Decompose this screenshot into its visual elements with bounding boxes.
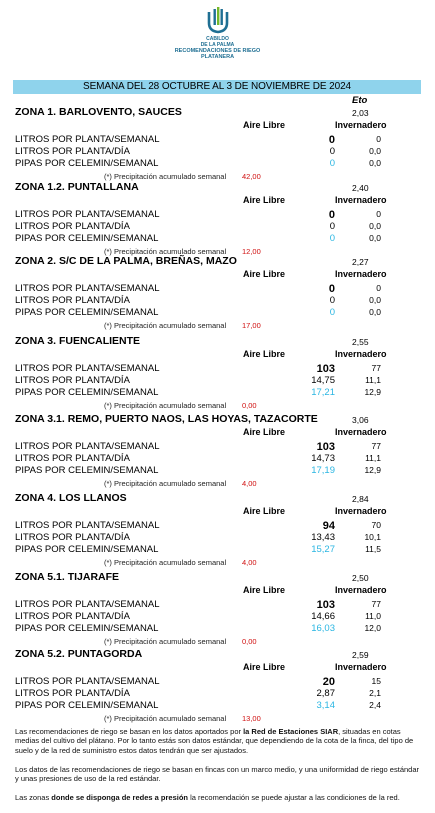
invernadero-value: 11,1 — [365, 453, 381, 463]
invernadero-value: 77 — [371, 441, 381, 451]
zone-block — [0, 106, 435, 181]
row-label: LITROS POR PLANTA/DÍA — [15, 453, 130, 464]
precip-label: (*) Precipitación acumulado semanal — [104, 637, 227, 646]
invernadero-value: 0 — [376, 134, 381, 144]
zone-title: ZONA 1. BARLOVENTO, SAUCES — [15, 106, 182, 118]
aire-libre-value: 0 — [328, 283, 335, 295]
table-row — [0, 221, 435, 233]
aire-libre-value: 94 — [322, 520, 335, 532]
zone-eto: 2,27 — [352, 257, 369, 267]
aire-libre-value: 17,19 — [311, 465, 335, 476]
col-aire-libre: Aire Libre — [243, 349, 286, 359]
zone-title: ZONA 5.1. TIJARAFE — [15, 571, 120, 583]
row-label: LITROS POR PLANTA/SEMANAL — [15, 676, 160, 687]
zone-block — [0, 335, 435, 410]
invernadero-value: 0 — [376, 209, 381, 219]
aire-libre-value: 20 — [322, 676, 335, 688]
aire-libre-value: 14,73 — [311, 453, 335, 464]
invernadero-value: 0,0 — [369, 233, 381, 243]
precip-label: (*) Precipitación acumulado semanal — [104, 247, 227, 256]
precip-value: 42,00 — [242, 172, 261, 181]
invernadero-value: 11,0 — [365, 611, 381, 621]
cabildo-emblem-icon — [203, 6, 233, 36]
precip-row — [104, 172, 261, 181]
aire-libre-value: 0 — [328, 209, 335, 221]
note-siar: Las recomendaciones de riego se basan en los datos aportados por la Red de Estaciones SIAR, situadas en cotas medias del cultivo del plátano. Por lo tanto estás son datos estándar, que dependiendo de la cota de la finca, del tipo de suelo y de la red de suministro estos datos tendrán que ser ajustados. — [15, 727, 414, 755]
col-aire-libre: Aire Libre — [243, 269, 286, 279]
invernadero-value: 11,1 — [365, 375, 381, 385]
precip-value: 4,00 — [242, 479, 257, 488]
row-label: PIPAS POR CELEMIN/SEMANAL — [15, 465, 159, 476]
table-row — [0, 623, 435, 635]
zone-block — [0, 571, 435, 646]
aire-libre-value: 103 — [316, 363, 335, 375]
table-row — [0, 158, 435, 170]
logo-line2: DE LA PALMA — [200, 42, 235, 48]
cabildo-logo — [0, 6, 435, 60]
aire-libre-value: 0 — [328, 134, 335, 146]
col-aire-libre: Aire Libre — [243, 120, 286, 130]
zone-title: ZONA 5.2. PUNTAGORDA — [15, 648, 143, 660]
row-label: PIPAS POR CELEMIN/SEMANAL — [15, 307, 159, 318]
zone-block — [0, 492, 435, 567]
row-label: LITROS POR PLANTA/DÍA — [15, 532, 130, 543]
row-label: LITROS POR PLANTA/DÍA — [15, 611, 130, 622]
table-row — [0, 134, 435, 146]
precip-row — [104, 479, 257, 488]
week-banner: SEMANA DEL 28 OCTUBRE AL 3 DE NOVIEMBRE DE 2024 — [13, 80, 421, 94]
invernadero-value: 12,9 — [364, 465, 381, 475]
col-aire-libre: Aire Libre — [243, 195, 286, 205]
footer-notes — [15, 727, 420, 813]
aire-libre-value: 14,66 — [311, 611, 335, 622]
invernadero-value: 15 — [371, 676, 381, 686]
eto-header: Eto — [352, 95, 368, 106]
table-row — [0, 387, 435, 399]
invernadero-value: 12,0 — [364, 623, 381, 633]
invernadero-value: 70 — [371, 520, 381, 530]
col-invernadero: Invernadero — [335, 349, 387, 359]
invernadero-value: 0,0 — [369, 295, 381, 305]
row-label: LITROS POR PLANTA/SEMANAL — [15, 209, 160, 220]
note-pressure: Las zonas donde se disponga de redes a presión la recomendación se puede ajustar a las condiciones de la red. — [15, 793, 400, 803]
col-aire-libre: Aire Libre — [243, 662, 286, 672]
zone-block — [0, 255, 435, 330]
row-label: LITROS POR PLANTA/DÍA — [15, 295, 130, 306]
aire-libre-value: 0 — [329, 233, 335, 244]
zone-title: ZONA 2. S/C DE LA PALMA, BREÑAS, MAZO — [15, 255, 237, 267]
logo-line4: PLATANERA — [200, 54, 235, 60]
precip-value: 0,00 — [242, 637, 257, 646]
table-row — [0, 363, 435, 375]
col-aire-libre: Aire Libre — [243, 585, 286, 595]
row-label: LITROS POR PLANTA/DÍA — [15, 146, 130, 157]
table-row — [0, 233, 435, 245]
aire-libre-value: 0 — [329, 146, 335, 157]
table-row — [0, 441, 435, 453]
table-row — [0, 544, 435, 556]
table-row — [0, 700, 435, 712]
table-row — [0, 146, 435, 158]
precip-label: (*) Precipitación acumulado semanal — [104, 714, 227, 723]
precip-label: (*) Precipitación acumulado semanal — [104, 479, 227, 488]
aire-libre-value: 0 — [329, 158, 335, 169]
invernadero-value: 0,0 — [369, 307, 381, 317]
aire-libre-value: 0 — [329, 295, 335, 306]
zone-eto: 2,84 — [352, 494, 369, 504]
table-row — [0, 375, 435, 387]
aire-libre-value: 0 — [329, 307, 335, 318]
invernadero-value: 0,0 — [369, 221, 381, 231]
aire-libre-value: 14,75 — [311, 375, 335, 386]
col-invernadero: Invernadero — [335, 195, 387, 205]
table-row — [0, 599, 435, 611]
precip-row — [104, 637, 257, 646]
col-invernadero: Invernadero — [335, 269, 387, 279]
col-invernadero: Invernadero — [335, 585, 387, 595]
precip-row — [104, 321, 261, 330]
row-label: LITROS POR PLANTA/SEMANAL — [15, 520, 160, 531]
aire-libre-value: 103 — [316, 599, 335, 611]
table-row — [0, 307, 435, 319]
table-row — [0, 283, 435, 295]
zone-eto: 2,50 — [352, 573, 369, 583]
note-standard: Los datos de las recomendaciones de riego se basan en fincas con un marco medio, y una uniformidad de riego estándar y unas presiones de uso de la red estándar. — [15, 764, 419, 784]
aire-libre-value: 3,14 — [316, 700, 335, 711]
precip-value: 17,00 — [242, 321, 261, 330]
col-invernadero: Invernadero — [335, 120, 387, 130]
invernadero-value: 0,0 — [369, 146, 381, 156]
invernadero-value: 0,0 — [369, 158, 381, 168]
zone-title: ZONA 4. LOS LLANOS — [15, 492, 127, 504]
table-row — [0, 532, 435, 544]
invernadero-value: 2,1 — [369, 688, 381, 698]
table-row — [0, 611, 435, 623]
aire-libre-value: 2,87 — [316, 688, 335, 699]
aire-libre-value: 0 — [329, 221, 335, 232]
row-label: PIPAS POR CELEMIN/SEMANAL — [15, 387, 159, 398]
zone-title: ZONA 3. FUENCALIENTE — [15, 335, 141, 347]
row-label: LITROS POR PLANTA/SEMANAL — [15, 283, 160, 294]
zone-eto: 2,03 — [352, 108, 369, 118]
row-label: LITROS POR PLANTA/DÍA — [15, 221, 130, 232]
table-row — [0, 676, 435, 688]
invernadero-value: 2,4 — [369, 700, 381, 710]
invernadero-value: 11,5 — [365, 544, 381, 554]
logo-line1: CABILDO — [206, 36, 229, 42]
row-label: PIPAS POR CELEMIN/SEMANAL — [15, 158, 159, 169]
zone-block — [0, 181, 435, 256]
precip-row — [104, 401, 257, 410]
col-invernadero: Invernadero — [335, 427, 387, 437]
invernadero-value: 10,1 — [364, 532, 381, 542]
col-invernadero: Invernadero — [335, 506, 387, 516]
row-label: LITROS POR PLANTA/DÍA — [15, 375, 130, 386]
aire-libre-value: 13,43 — [311, 532, 335, 543]
invernadero-value: 77 — [371, 599, 381, 609]
precip-row — [104, 714, 261, 723]
row-label: LITROS POR PLANTA/SEMANAL — [15, 441, 160, 452]
zone-eto: 3,06 — [352, 415, 369, 425]
aire-libre-value: 16,03 — [311, 623, 335, 634]
col-aire-libre: Aire Libre — [243, 506, 286, 516]
invernadero-value: 12,9 — [364, 387, 381, 397]
logo-line3: RECOMENDACIONES DE RIEGO — [174, 48, 261, 54]
precip-value: 0,00 — [242, 401, 257, 410]
row-label: PIPAS POR CELEMIN/SEMANAL — [15, 544, 159, 555]
precip-label: (*) Precipitación acumulado semanal — [104, 558, 227, 567]
row-label: LITROS POR PLANTA/DÍA — [15, 688, 130, 699]
zone-eto: 2,55 — [352, 337, 369, 347]
precip-value: 12,00 — [242, 247, 261, 256]
zone-title: ZONA 3.1. REMO, PUERTO NAOS, LAS HOYAS, TAZACORTE — [15, 413, 318, 425]
precip-label: (*) Precipitación acumulado semanal — [104, 401, 227, 410]
row-label: LITROS POR PLANTA/SEMANAL — [15, 363, 160, 374]
precip-row — [104, 558, 257, 567]
row-label: PIPAS POR CELEMIN/SEMANAL — [15, 233, 159, 244]
precip-label: (*) Precipitación acumulado semanal — [104, 172, 227, 181]
zone-title: ZONA 1.2. PUNTALLANA — [15, 181, 139, 193]
row-label: PIPAS POR CELEMIN/SEMANAL — [15, 623, 159, 634]
row-label: PIPAS POR CELEMIN/SEMANAL — [15, 700, 159, 711]
zone-eto: 2,40 — [352, 183, 369, 193]
invernadero-value: 77 — [371, 363, 381, 373]
zone-eto: 2,59 — [352, 650, 369, 660]
precip-label: (*) Precipitación acumulado semanal — [104, 321, 227, 330]
row-label: LITROS POR PLANTA/SEMANAL — [15, 134, 160, 145]
table-row — [0, 295, 435, 307]
table-row — [0, 453, 435, 465]
invernadero-value: 0 — [376, 283, 381, 293]
col-invernadero: Invernadero — [335, 662, 387, 672]
aire-libre-value: 17,21 — [311, 387, 335, 398]
row-label: LITROS POR PLANTA/SEMANAL — [15, 599, 160, 610]
aire-libre-value: 15,27 — [311, 544, 335, 555]
precip-value: 13,00 — [242, 714, 261, 723]
precip-value: 4,00 — [242, 558, 257, 567]
table-row — [0, 465, 435, 477]
col-aire-libre: Aire Libre — [243, 427, 286, 437]
aire-libre-value: 103 — [316, 441, 335, 453]
zone-block — [0, 413, 435, 488]
table-row — [0, 688, 435, 700]
table-row — [0, 209, 435, 221]
table-row — [0, 520, 435, 532]
zone-block — [0, 648, 435, 723]
